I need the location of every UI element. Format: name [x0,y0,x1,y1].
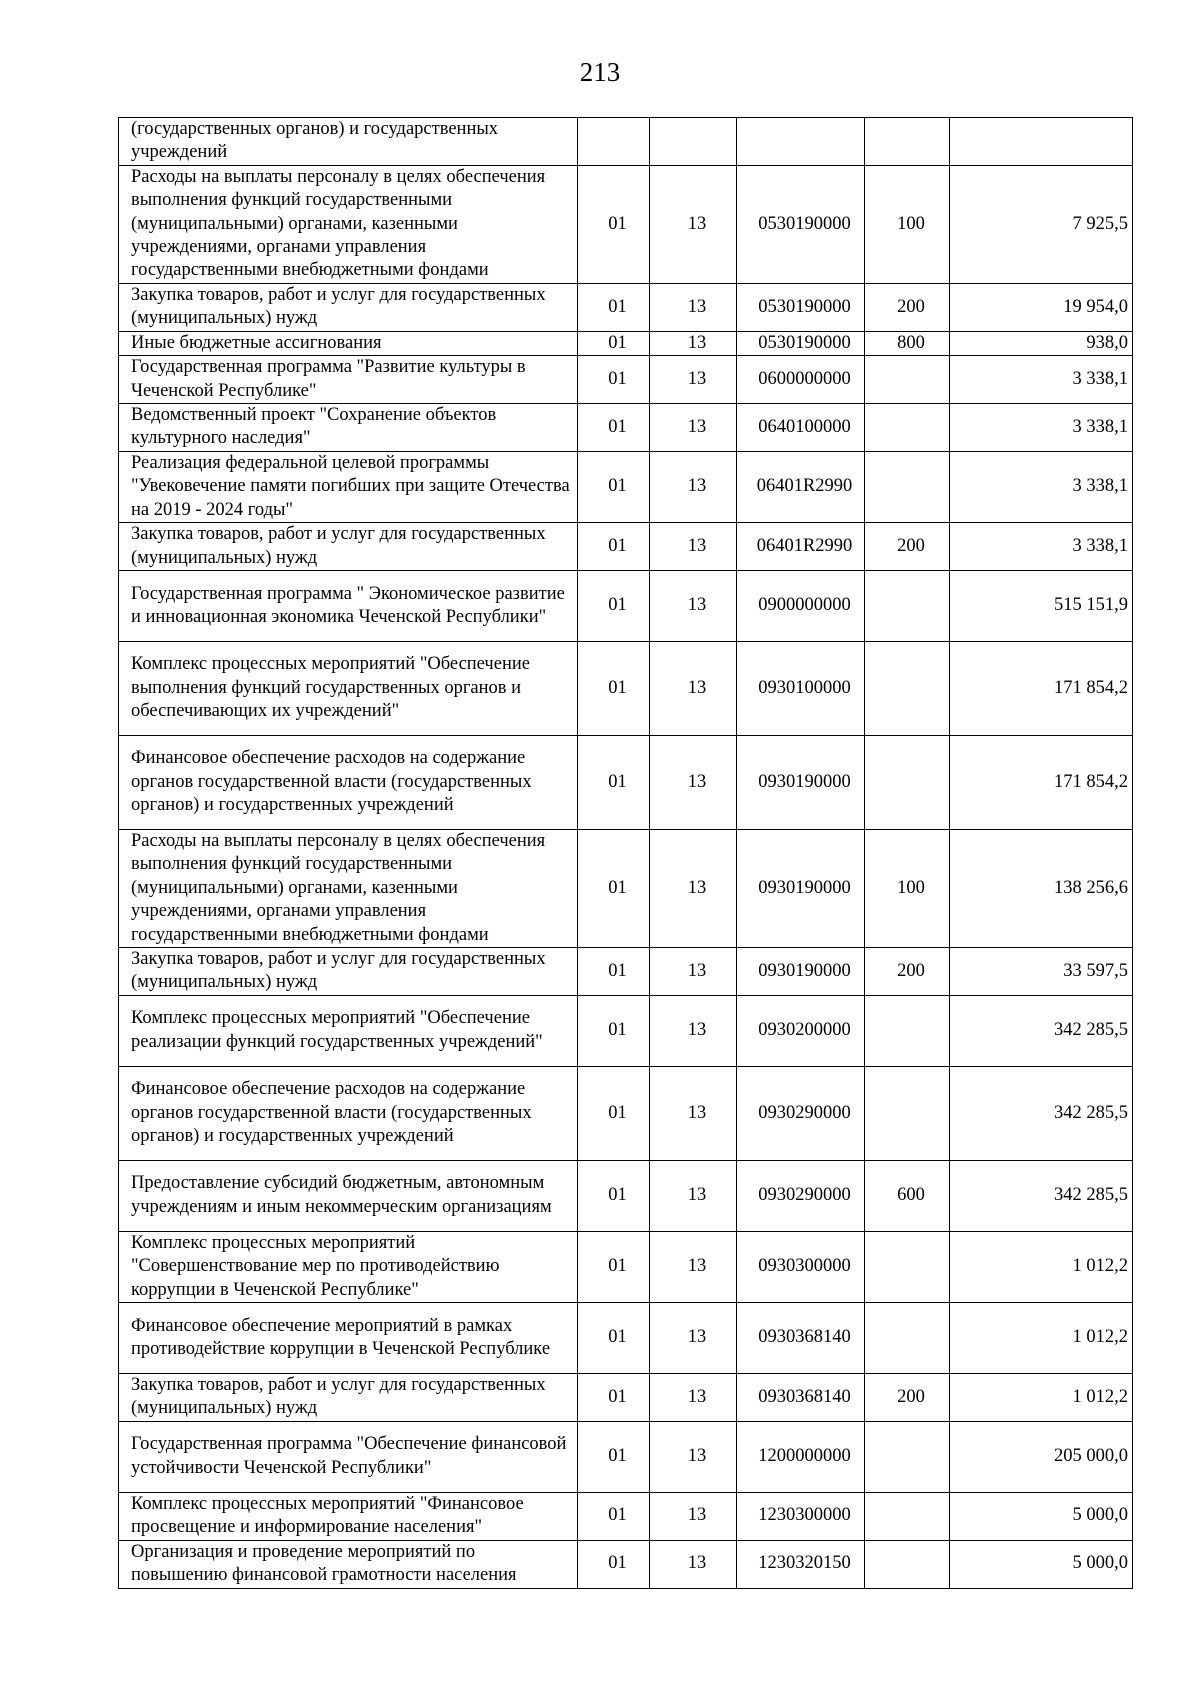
cell-csr: 0930290000 [737,1160,865,1231]
table-row [119,1231,1133,1302]
cell-pr: 13 [650,451,737,522]
budget-table [118,117,1133,1589]
cell-csr: 0530190000 [737,165,865,283]
cell-name: Ведомственный проект "Сохранение объектов культурного наследия" [119,404,578,452]
cell-pr: 13 [650,1373,737,1421]
cell-sum: 19 954,0 [950,283,1133,331]
cell-sum: 205 000,0 [950,1421,1133,1492]
cell-vr [865,1540,950,1588]
table-row [119,1540,1133,1588]
cell-pr: 13 [650,1231,737,1302]
cell-sum: 171 854,2 [950,641,1133,735]
cell-rz: 01 [578,1373,650,1421]
cell-sum: 342 285,5 [950,995,1133,1066]
cell-csr: 0930200000 [737,995,865,1066]
budget-table-body [119,118,1133,1589]
cell-pr: 13 [650,1066,737,1160]
cell-vr: 200 [865,283,950,331]
table-row [119,1421,1133,1492]
cell-rz: 01 [578,356,650,404]
table-row [119,356,1133,404]
cell-csr: 06401R2990 [737,451,865,522]
cell-csr: 0930100000 [737,641,865,735]
cell-name: Государственная программа " Экономическое развитие и инновационная экономика Чеченской Республики" [119,570,578,641]
cell-sum: 3 338,1 [950,451,1133,522]
cell-sum: 33 597,5 [950,947,1133,995]
cell-vr: 600 [865,1160,950,1231]
cell-name: Государственная программа "Развитие культуры в Чеченской Республике" [119,356,578,404]
cell-vr [865,570,950,641]
cell-name: Иные бюджетные ассигнования [119,331,578,355]
cell-sum: 1 012,2 [950,1373,1133,1421]
cell-csr [737,118,865,166]
cell-pr: 13 [650,331,737,355]
cell-name: Финансовое обеспечение расходов на содержание органов государственной власти (государственных органов) и государственных учреждений [119,735,578,829]
cell-csr: 1200000000 [737,1421,865,1492]
cell-vr [865,1231,950,1302]
table-row [119,404,1133,452]
cell-sum: 1 012,2 [950,1231,1133,1302]
cell-name: (государственных органов) и государственных учреждений [119,118,578,166]
cell-rz: 01 [578,1492,650,1540]
cell-rz: 01 [578,331,650,355]
cell-name: Государственная программа "Обеспечение финансовой устойчивости Чеченской Республики" [119,1421,578,1492]
cell-vr: 100 [865,165,950,283]
cell-vr [865,118,950,166]
cell-csr: 0930300000 [737,1231,865,1302]
cell-csr: 0900000000 [737,570,865,641]
cell-csr: 0530190000 [737,331,865,355]
cell-rz [578,118,650,166]
table-row [119,947,1133,995]
cell-name: Закупка товаров, работ и услуг для государственных (муниципальных) нужд [119,1373,578,1421]
table-row [119,829,1133,947]
cell-sum: 5 000,0 [950,1540,1133,1588]
cell-csr: 0530190000 [737,283,865,331]
cell-name: Закупка товаров, работ и услуг для государственных (муниципальных) нужд [119,947,578,995]
cell-csr: 0930190000 [737,735,865,829]
cell-vr [865,1066,950,1160]
cell-name: Финансовое обеспечение мероприятий в рамках противодействие коррупции в Чеченской Республике [119,1302,578,1373]
table-row [119,1302,1133,1373]
cell-pr: 13 [650,735,737,829]
cell-pr: 13 [650,1302,737,1373]
page-number: 213 [579,57,621,87]
cell-rz: 01 [578,451,650,522]
cell-pr: 13 [650,283,737,331]
cell-vr [865,735,950,829]
cell-sum: 171 854,2 [950,735,1133,829]
cell-vr [865,404,950,452]
table-row [119,1492,1133,1540]
cell-name: Комплекс процессных мероприятий "Финансовое просвещение и информирование населения" [119,1492,578,1540]
table-row [119,1066,1133,1160]
cell-csr: 0930290000 [737,1066,865,1160]
cell-vr [865,356,950,404]
cell-rz: 01 [578,829,650,947]
cell-sum: 3 338,1 [950,404,1133,452]
cell-name: Реализация федеральной целевой программы "Увековечение памяти погибших при защите Отечества на 2019 - 2024 годы" [119,451,578,522]
cell-name: Закупка товаров, работ и услуг для государственных (муниципальных) нужд [119,523,578,571]
cell-csr: 0930190000 [737,829,865,947]
cell-pr: 13 [650,829,737,947]
cell-rz: 01 [578,570,650,641]
cell-name: Закупка товаров, работ и услуг для государственных (муниципальных) нужд [119,283,578,331]
cell-sum: 515 151,9 [950,570,1133,641]
cell-rz: 01 [578,283,650,331]
cell-pr: 13 [650,1492,737,1540]
table-row [119,641,1133,735]
cell-csr: 1230320150 [737,1540,865,1588]
cell-sum: 3 338,1 [950,523,1133,571]
cell-pr: 13 [650,1421,737,1492]
cell-pr [650,118,737,166]
cell-rz: 01 [578,1160,650,1231]
cell-name: Расходы на выплаты персоналу в целях обеспечения выполнения функций государственными (муниципальными) органами, казенными учреждениями, органами управления государственными внебюджетными фондами [119,165,578,283]
cell-rz: 01 [578,641,650,735]
cell-vr [865,451,950,522]
table-row [119,283,1133,331]
cell-sum: 138 256,6 [950,829,1133,947]
cell-rz: 01 [578,1066,650,1160]
cell-vr [865,641,950,735]
cell-pr: 13 [650,523,737,571]
cell-pr: 13 [650,165,737,283]
cell-rz: 01 [578,947,650,995]
table-row [119,331,1133,355]
table-row [119,451,1133,522]
cell-vr: 100 [865,829,950,947]
cell-vr: 200 [865,947,950,995]
cell-name: Предоставление субсидий бюджетным, автономным учреждениям и иным некоммерческим организациям [119,1160,578,1231]
cell-rz: 01 [578,735,650,829]
cell-name: Финансовое обеспечение расходов на содержание органов государственной власти (государственных органов) и государственных учреждений [119,1066,578,1160]
cell-vr [865,1492,950,1540]
table-row [119,118,1133,166]
cell-rz: 01 [578,1540,650,1588]
table-row [119,523,1133,571]
cell-csr: 0930368140 [737,1302,865,1373]
cell-csr: 0930368140 [737,1373,865,1421]
cell-sum: 938,0 [950,331,1133,355]
table-row [119,735,1133,829]
table-row [119,995,1133,1066]
table-row [119,165,1133,283]
cell-name: Организация и проведение мероприятий по повышению финансовой грамотности населения [119,1540,578,1588]
cell-pr: 13 [650,995,737,1066]
cell-vr: 200 [865,1373,950,1421]
cell-rz: 01 [578,1302,650,1373]
cell-rz: 01 [578,404,650,452]
cell-vr [865,1302,950,1373]
cell-sum: 1 012,2 [950,1302,1133,1373]
cell-vr [865,1421,950,1492]
cell-csr: 0640100000 [737,404,865,452]
cell-name: Комплекс процессных мероприятий "Обеспечение выполнения функций государственных органов и обеспечивающих их учреждений" [119,641,578,735]
cell-pr: 13 [650,570,737,641]
cell-pr: 13 [650,356,737,404]
cell-rz: 01 [578,1231,650,1302]
cell-sum: 5 000,0 [950,1492,1133,1540]
cell-vr [865,995,950,1066]
cell-sum: 7 925,5 [950,165,1133,283]
cell-name: Комплекс процессных мероприятий "Совершенствование мер по противодействию коррупции в Чеченской Республике" [119,1231,578,1302]
cell-vr: 800 [865,331,950,355]
cell-pr: 13 [650,947,737,995]
cell-csr: 0930190000 [737,947,865,995]
cell-rz: 01 [578,165,650,283]
cell-sum [950,118,1133,166]
cell-rz: 01 [578,1421,650,1492]
table-row [119,1373,1133,1421]
cell-name: Комплекс процессных мероприятий "Обеспечение реализации функций государственных учреждений" [119,995,578,1066]
cell-csr: 1230300000 [737,1492,865,1540]
cell-pr: 13 [650,1160,737,1231]
cell-sum: 342 285,5 [950,1160,1133,1231]
cell-sum: 3 338,1 [950,356,1133,404]
cell-rz: 01 [578,523,650,571]
cell-pr: 13 [650,641,737,735]
cell-name: Расходы на выплаты персоналу в целях обеспечения выполнения функций государственными (муниципальными) органами, казенными учреждениями, органами управления государственными внебюджетными фондами [119,829,578,947]
cell-rz: 01 [578,995,650,1066]
cell-csr: 06401R2990 [737,523,865,571]
table-row [119,570,1133,641]
cell-pr: 13 [650,404,737,452]
cell-vr: 200 [865,523,950,571]
cell-pr: 13 [650,1540,737,1588]
cell-sum: 342 285,5 [950,1066,1133,1160]
cell-csr: 0600000000 [737,356,865,404]
table-row [119,1160,1133,1231]
